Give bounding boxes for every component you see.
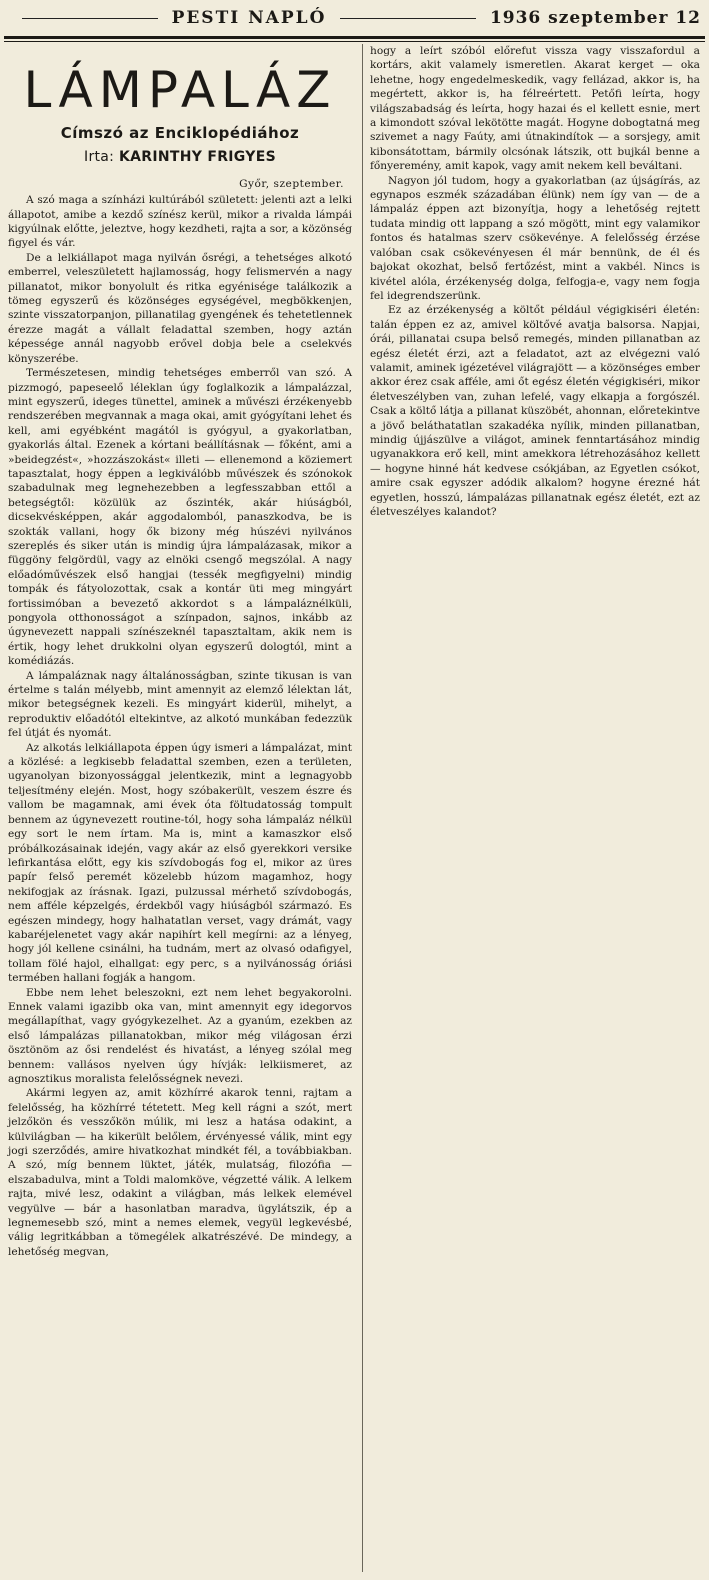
right-column	[370, 44, 700, 519]
column-divider	[362, 44, 363, 1572]
issue-date: 1936 szeptember 12	[489, 8, 701, 28]
paragraph: Az alkotás lelkiállapota éppen úgy ismeri a lámpalázat, mint a közlésé: a legkisebb feladattal szemben, ezen a területen, ugyanolyan bizonyossággal jelentkezik, mint a legnagyobb teljesítmény elején. Most, hogy szóbakerült, veszem észre és vallom be magamnak, ami évek óta föltudatosság tompult bennem az úgynevezett routine-tól, hogy soha lámpaláz nélkül egy sort le nem írtam. Ma is, mint a kamaszkor első próbálkozásainak idején, vagy akár az első gyerekkori versike lefirkantása előtt, egy kis szívdobogás fog el, mikor az üres papír felső peremét közelebb húzom magamhoz, hogy nekifogjak az írásnak. Igazi, pulzussal mérhető szívdobogás, nem afféle képzelgés, érdekből vagy hiúságból származó. Es egészen mindegy, hogy halhatatlan verset, vagy drámát, vagy kabaréjelenetet vagy akár napihírt kell megírni: az a lényeg, hogy jól kellene csinálni, ha tudnám, mert az olvasó odafigyel, tollam fölé hajol, elhallgat: egy perc, s a nyilvánosság óriási termében hallani fogják a hangom.	[8, 741, 352, 985]
byline-prefix: Irta:	[84, 149, 115, 166]
left-column	[8, 46, 352, 1259]
article-subtitle: Címszó az Enciklopédiához	[60, 124, 300, 142]
paragraph: Ebbe nem lehet beleszokni, ezt nem lehet begyakorolni. Ennek valami igazibb oka van, mint amennyit egy idegorvos megállapíthat, vagy gyógykezelhet. Az a gyanúm, ezekben az első lámpalázas pillanatokban, mikor még világosan érzi ösztönöm az ősi rendelést és hivatást, a lényeg szólal meg bennem: vallásos nyelven úgy hívják: lelkiismeret, az agnosztikus moralista felelősségnek nevezi.	[8, 986, 352, 1085]
author-name: KARINTHY FRIGYES	[118, 149, 276, 166]
paragraph: A lámpaláznak nagy általánosságban, szinte tikusan is van értelme s talán mélyebb, mint amennyit az elemző lélektan lát, mikor betegségnek kezeli. Es mingyárt kiderül, mihelyt, a reproduktiv előadótól eltekintve, az alkotó munkában fedezzük fel útját és nyomát.	[8, 669, 352, 740]
header-rule-middle	[340, 18, 476, 19]
byline	[8, 150, 352, 164]
header-rule-left	[22, 18, 158, 19]
article-title: LÁMPALÁZ	[23, 61, 337, 119]
dateline: Győr, szeptember.	[239, 177, 344, 190]
paragraph: Akármi legyen az, amit közhírré akarok tenni, rajtam a felelősség, ha közhírré tétetett. Meg kell rágni a szót, mert jelzőkön és vesszőkön múlik, mi lesz a hatása odakint, a külvilágban — ha kikerült belőlem, érvényessé válik, mint egy jogi szerződés, amire hivatkozhat mindkét fél, a továbbiakban. A szó, míg bennem lüktet, játék, mulatság, filozófia — elszabadulva, mint a Toldi malomköve, végzetté válik. A lelkem rajta, mivé lesz, odakint a világban, más lelkek elemével vegyülve — bár a hasonlatban maradva, ügylátszik, ép a legnemesebb szó, mint a nemes elemek, vegyül legkevésbé, válig legritkábban a tömegélek alkatrészévé. De mindegy, a lehetőség megvan,	[8, 1087, 352, 1258]
masthead-rule-thin	[4, 41, 705, 42]
paragraph: hogy a leírt szóból előrefut vissza vagy visszafordul a kortárs, akit valamely ismeretlen. Akarat kerget — oka lehetne, hogy engedelmeskedik, vagy fellázad, akkor is, ha megértett, akkor is, ha félreértett. Petőfi leírta, hogy világszabadság és leírta, hogy hazai és el kellett esnie, mert a kimondott szóval lekötötte magát. Hogyne dobogtatná meg szivemet a nagy Faúty, ami útnakindítok — a sorsjegy, amit kibonsátottam, bármily olcsónak látszik, ott bujkál benne a főnyeremény, amit kapok, vagy amit nekem kell beváltani.	[370, 45, 700, 173]
paragraph: De a lelkiállapot maga nyilván ősrégi, a tehetséges alkotó emberrel, veleszületett hajlamosság, hogy felismervén a nagy pillanatot, mikor bonyolult és ritka egyénisége találkozik a tömeg egyszerű és közönséges egységével, megbökkenjen, szinte visszatorpanjon, pillanatilag gyengének és tehetetlennek érezze magát a vállalt feladattal szemben, hogy aztán képessége annál nagyobb erővel dobja bele a cselekvés könyszerébe.	[8, 251, 352, 365]
page-header	[8, 4, 701, 32]
publication-name: PESTI NAPLÓ	[171, 8, 327, 28]
masthead-rule-thick	[4, 36, 705, 39]
paragraph: Ez az érzékenység a költőt például végigkiséri életén: talán éppen ez az, amivel költővé avatja balsorsa. Napjai, órái, pillanatai csupa belső remegés, minden pillanatban az egész életét érzi, azt a feladatot, azt az elvégezni való valamit, aminek igézetével világrajött — a közönséges ember akkor érez csak afféle, ami őt egész életén végigkiséri, mikor életveszélyben van, zuhan lefelé, vagy elkapja a forgószél. Csak a költő látja a pillanat küszöbét, ahonnan, előretekintve a jövő beláthatatlan szakadéka nyílik, minden pillanatban, mindig újjászülve a világot, aminek fenntartásához mindig ugyanakkora erő kell, mint amekkora létrehozásához kellett — hogyne hinné hát kedvese csókjában, az Egyetlen csókot, amire csak egyszer adódik alkalom? hogyne érezné hát egyetlen, hosszú, lámpalázas pillanatnak egész életét, ezt az életveszélyes kalandot?	[370, 304, 700, 518]
paragraph: Nagyon jól tudom, hogy a gyakorlatban (az újságírás, az egynapos eszmék századában élünk) nem így van — de a lámpaláz éppen azt bizonyítja, hogy a lehetőség rejtett tudata mindig ott lappang a szó mögött, mint egy valamikor fontos és hatalmas szerv csökevénye. A felelősség érzése valóban csak csökevényesen él már bennünk, de él és bajokat okozhat, belső fertőzést, mint a vakbél. Nincs is kivétel alóla, érzékenység dolga, felfogja-e, vagy nem fogja fel idegrendszerünk.	[370, 174, 700, 302]
paragraph: A szó maga a színházi kultúrából született: jelenti azt a lelki állapotot, amibe a kezdő színész kerül, mikor a rivalda lámpái kigyúlnak előtte, jeleztve, hogy kezdheti, rajta a sor, a közönség figyel és vár.	[8, 194, 352, 250]
paragraph: Természetesen, mindig tehetséges emberről van szó. A pizzmogó, papeseelő léleklan úgy foglalkozik a lámpalázzal, mint egyszerű, ideges tünettel, aminek a művészi érzékenyebb rendszerében megvannak a maga okai, amit gyógyítani lehet és kell, ami egyébként magától is gyógyul, a gyakorlatban, gyakorlás által. Ezenek a kórtani beállításnak — főként, ami a »beidegzést«, »hozzászokást« illeti — ellenemond a köziemert tapasztalat, hogy éppen a legkiválóbb művészek és szónokok szabadulnak meg legnehezebben a legfesszabban ettől a betegségtől: közülük az őszinték, akár hiúságból, dicsekvésképpen, akár aggodalomból, panaszkodva, be is szokták vallani, hogy ők bizony még húszévi nyilvános szereplés és siker után is mindig újra lámpalázasak, mikor a függöny felgördül, vagy az elnöki csengő megszólal. A nagy előadóművészek első hangjai (tessék megfigyelni) mindig tompák és fátyolozottak, csak a kontár üti meg mingyárt fortissimóban a bevezető akkordot s a lámpaláznélküli, pongyola otthonosságot a színpadon, sajnos, inkább az úgynevezett nappali színészeknél tapasztaltam, akik nem is értik, hogy lehet drukkolni olyan egyszerű dologtól, mint a komédiázás.	[8, 367, 352, 668]
